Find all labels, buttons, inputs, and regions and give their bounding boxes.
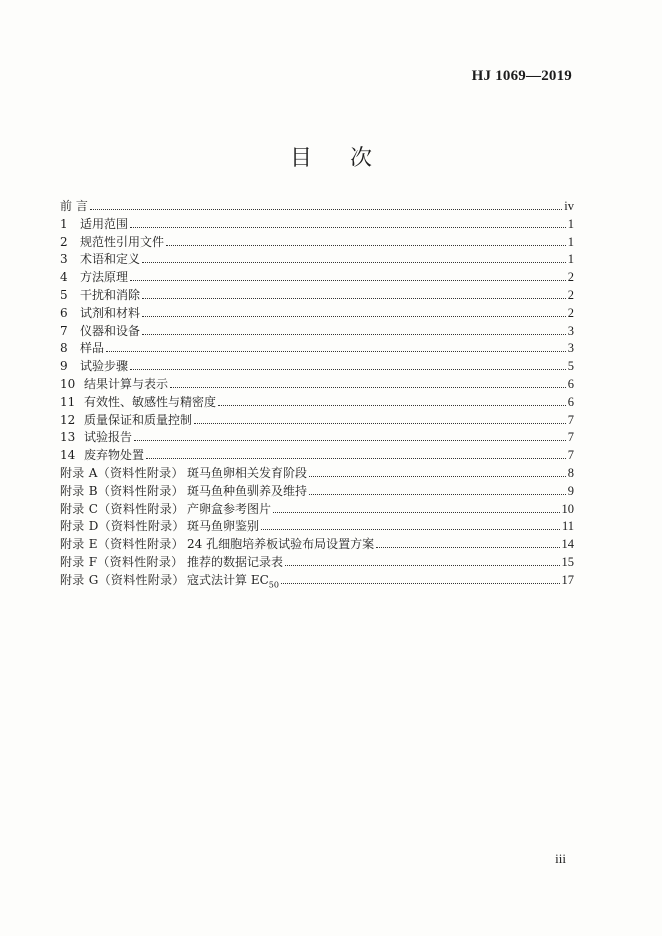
toc-section-number: 4 [60, 270, 68, 285]
toc-leader-dots [285, 565, 559, 566]
toc-section-number: 8 [60, 341, 68, 356]
toc-label: 有效性、敏感性与精密度 [84, 394, 217, 409]
toc-entry-section[interactable] [60, 250, 574, 268]
toc-section-number: 1 [60, 216, 68, 231]
toc-entry-section[interactable] [60, 428, 574, 446]
toc-label: 斑马鱼种鱼驯养及维持 [187, 483, 308, 498]
toc-section-number: 7 [60, 323, 68, 338]
toc-page-number: 1 [567, 216, 574, 231]
toc-leader-dots [142, 298, 566, 299]
toc-page-number: 14 [561, 537, 574, 552]
toc-leader-dots [376, 547, 559, 548]
toc-entry-section[interactable] [60, 304, 574, 322]
table-of-contents [60, 197, 574, 589]
toc-section-number: 11 [60, 394, 76, 409]
toc-entry-section[interactable] [60, 357, 574, 375]
toc-page-number: 2 [567, 270, 574, 285]
toc-page-number: iv [564, 199, 574, 213]
toc-section-number: 10 [60, 376, 76, 391]
toc-leader-dots [281, 583, 560, 584]
toc-leader-dots [106, 351, 566, 352]
toc-label: 斑马鱼卵相关发育阶段 [187, 465, 308, 480]
toc-entry-appendix[interactable] [60, 517, 574, 535]
toc-appendix-number: 附录 B（资料性附录） [60, 483, 184, 498]
toc-leader-dots [130, 280, 566, 281]
toc-appendix-number: 附录 D（资料性附录） [60, 519, 185, 534]
toc-label: 干扰和消除 [80, 287, 141, 302]
toc-page-number: 2 [567, 287, 574, 302]
toc-section-number: 6 [60, 305, 68, 320]
toc-leader-dots [130, 369, 566, 370]
toc-page-number: 15 [561, 554, 574, 569]
toc-appendix-number: 附录 A（资料性附录） [60, 465, 184, 480]
toc-page-number: 7 [567, 430, 574, 445]
toc-label: 适用范围 [80, 216, 129, 231]
toc-page-number: 1 [567, 252, 574, 267]
toc-leader-dots [134, 440, 566, 441]
toc-section-number: 2 [60, 234, 68, 249]
toc-section-number: 9 [60, 359, 68, 374]
toc-label: 术语和定义 [80, 252, 141, 267]
toc-entry-section[interactable] [60, 322, 574, 340]
toc-entry-appendix[interactable] [60, 553, 574, 571]
toc-label: 质量保证和质量控制 [84, 412, 193, 427]
toc-entry-section[interactable] [60, 215, 574, 233]
toc-label: 产卵盒参考图片 [187, 501, 272, 516]
toc-label: 推荐的数据记录表 [187, 554, 284, 569]
toc-section-number: 12 [60, 412, 76, 427]
toc-page-number: 6 [567, 394, 574, 409]
toc-page-number: 3 [567, 341, 574, 356]
toc-leader-dots [142, 316, 566, 317]
toc-label: 规范性引用文件 [80, 234, 165, 249]
toc-leader-dots [218, 405, 566, 406]
toc-entry-appendix[interactable] [60, 571, 574, 589]
toc-appendix-number: 附录 G（资料性附录） [60, 572, 185, 587]
toc-entry-appendix[interactable] [60, 500, 574, 518]
toc-label: 试验步骤 [80, 359, 129, 374]
toc-page-number: 1 [567, 234, 574, 249]
toc-leader-dots [130, 227, 566, 228]
toc-leader-dots [261, 529, 560, 530]
toc-leader-dots [273, 512, 559, 513]
toc-label: 试验报告 [84, 430, 133, 445]
toc-entry-appendix[interactable] [60, 482, 574, 500]
toc-section-number: 5 [60, 287, 68, 302]
toc-label: 结果计算与表示 [84, 376, 169, 391]
toc-section-number: 14 [60, 448, 76, 463]
toc-leader-dots [309, 476, 566, 477]
toc-label: 样品 [80, 341, 105, 356]
toc-label-subscript: 50 [268, 580, 279, 590]
toc-entry-section[interactable] [60, 286, 574, 304]
toc-label: 仪器和设备 [80, 323, 141, 338]
toc-entry-section[interactable] [60, 375, 574, 393]
toc-page-number: 17 [561, 572, 574, 587]
toc-appendix-number: 附录 F（资料性附录） [60, 554, 184, 569]
toc-label-text: 寇式法计算 EC [187, 572, 269, 587]
toc-entry-section[interactable] [60, 233, 574, 251]
toc-page-number: 6 [567, 376, 574, 391]
toc-label: 废弃物处置 [84, 448, 145, 463]
toc-page-number: 9 [567, 483, 574, 498]
toc-leader-dots [194, 423, 566, 424]
toc-appendix-number: 附录 E（资料性附录） [60, 537, 184, 552]
toc-label: 前 言 [60, 199, 88, 213]
toc-label: 斑马鱼卵鉴别 [187, 519, 260, 534]
toc-label: 24 孔细胞培养板试验布局设置方案 [187, 537, 375, 552]
toc-leader-dots [166, 245, 566, 246]
toc-label [187, 571, 279, 589]
toc-leader-dots [90, 209, 562, 210]
toc-entry-section[interactable] [60, 393, 574, 411]
toc-entry-section[interactable] [60, 411, 574, 429]
toc-leader-dots [146, 458, 566, 459]
toc-leader-dots [309, 494, 566, 495]
toc-label: 方法原理 [80, 270, 129, 285]
toc-page-number: 10 [561, 501, 574, 516]
toc-label: 试剂和材料 [80, 305, 141, 320]
toc-section-number: 13 [60, 430, 76, 445]
toc-page-number: 3 [567, 323, 574, 338]
toc-leader-dots [142, 334, 566, 335]
toc-appendix-number: 附录 C（资料性附录） [60, 501, 185, 516]
toc-entry-section[interactable] [60, 339, 574, 357]
toc-page-number: 7 [567, 412, 574, 427]
toc-entry-appendix[interactable] [60, 464, 574, 482]
toc-page-number: 11 [561, 519, 574, 534]
toc-leader-dots [142, 262, 566, 263]
toc-page-number: 8 [567, 465, 574, 480]
toc-entry-section[interactable] [60, 446, 574, 464]
toc-page-number: 5 [567, 359, 574, 374]
toc-entry-appendix[interactable] [60, 535, 574, 553]
page-number: iii [555, 851, 566, 866]
toc-page-number: 2 [567, 305, 574, 320]
page-title: 目次 [289, 146, 410, 171]
toc-section-number: 3 [60, 252, 68, 267]
toc-entry-foreword[interactable] [60, 197, 574, 215]
standard-code: HJ 1069—2019 [471, 68, 572, 84]
toc-leader-dots [170, 387, 566, 388]
toc-entry-section[interactable] [60, 268, 574, 286]
toc-page-number: 7 [567, 448, 574, 463]
